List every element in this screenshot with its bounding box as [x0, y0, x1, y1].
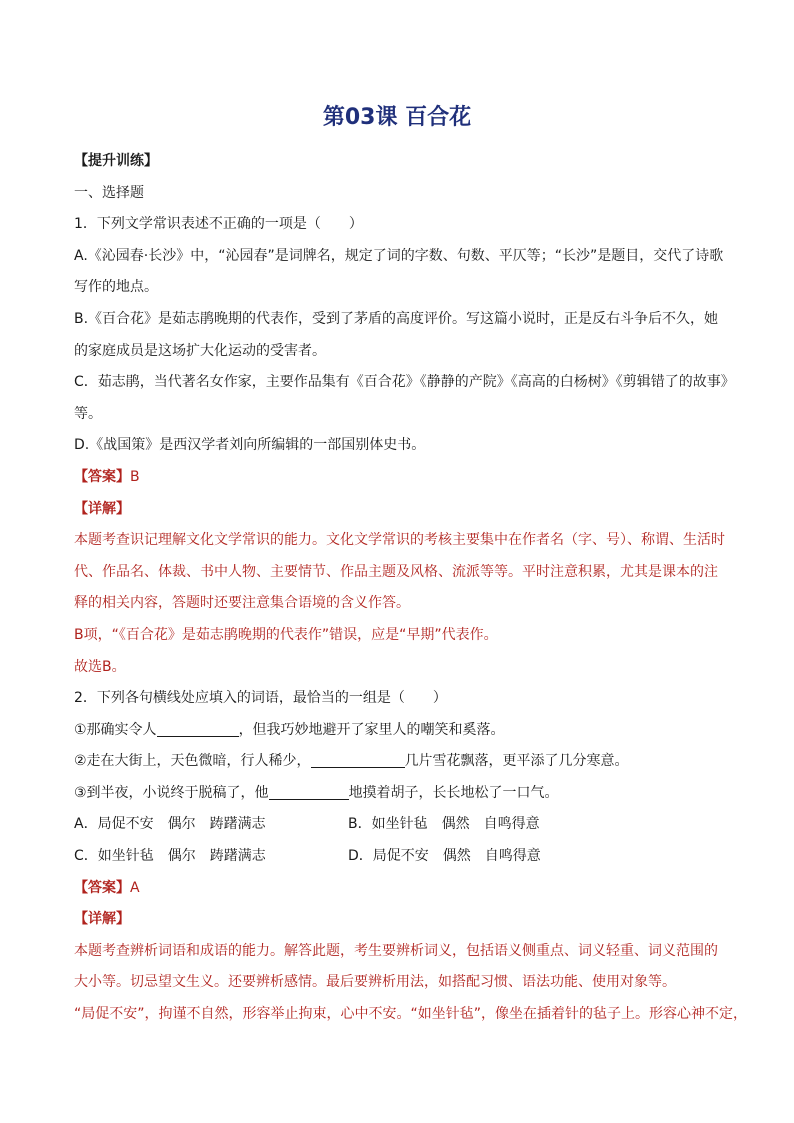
section-heading: 一、选择题: [74, 184, 144, 201]
q1-detail-label: 【详解】: [74, 500, 130, 517]
q2-s3-pre: ③到半夜，小说终于脱稿了，他: [74, 784, 269, 801]
q1-detail-line3: 释的相关内容，答题时还要注意集合语境的含义作答。: [74, 595, 410, 612]
q2-s1-post: ，但我巧妙地避开了家里人的嘲笑和奚落。: [238, 721, 505, 738]
q2-options-row-1: [74, 809, 724, 841]
q2-answer: [74, 873, 724, 905]
q1-option-a-line2: 写作的地点。: [74, 279, 158, 296]
q1-detail-line1: 本题考查识记理解文化文学常识的能力。文化文学常识的考核主要集中在作者名（字、号）、称谓、生活时: [74, 532, 725, 549]
q1-detail-line4: B项，“《百合花》是茹志鹃晚期的代表作”错误，应是“早期”代表作。: [74, 626, 498, 643]
q2-option-c: C．如坐针毡 偶尔 踌躇满志: [74, 848, 266, 865]
q1-stem: 1．下列文学常识表述不正确的一项是（ ）: [74, 216, 363, 233]
q2-detail-line3: “局促不安”，拘谨不自然，形容举止拘束，心中不安。“如坐针毡”，像坐在插着针的毡子上。形容心神不定，: [74, 1006, 748, 1023]
q1-answer-label: 【答案】: [74, 468, 130, 485]
q2-s2-pre: ②走在大街上，天色微暗，行人稀少，: [74, 753, 311, 770]
q1-detail-line2: 代、作品名、体裁、书中人物、主要情节、作品主题及风格、流派等等。平时注意积累，尤其是课本的注: [74, 563, 718, 580]
fill-blank-2: [311, 751, 405, 768]
q2-s2-post: 几片雪花飘落，更平添了几分寒意。: [404, 753, 629, 770]
q2-s1-pre: ①那确实令人: [74, 721, 157, 738]
q2-sentence-1: [74, 715, 724, 747]
q1-option-b-line2: 的家庭成员是这场扩大化运动的受害者。: [74, 342, 326, 359]
q2-sentence-3: [74, 778, 724, 810]
q1-detail-line5: 故选B。: [74, 658, 126, 675]
q2-options-row-2: [74, 841, 724, 873]
section-tag: 【提升训练】: [74, 153, 158, 169]
q2-detail-line1: 本题考查辨析词语和成语的能力。解答此题，考生要辨析词义，包括语义侧重点、词义轻重、词义范围的: [74, 942, 718, 959]
document-body: [74, 146, 748, 1031]
q2-option-b: B．如坐针毡 偶然 自鸣得意: [348, 816, 540, 833]
q1-option-d: D.《战国策》是西汉学者刘向所编辑的一部国别体史书。: [74, 437, 426, 454]
q1-option-a-line1: A.《沁园春·长沙》中，“沁园春”是词牌名，规定了词的字数、句数、平仄等；“长沙”是题目，交代了诗歌: [74, 247, 724, 264]
q1-option-c-line1: C．茹志鹃，当代著名女作家，主要作品集有《百合花》《静静的产院》《高高的白杨树》《剪辑错了的故事》: [74, 374, 735, 391]
q2-stem: 2．下列各句横线处应填入的词语，最恰当的一组是（ ）: [74, 690, 447, 707]
q1-answer: [74, 462, 724, 494]
q2-sentence-2: [74, 746, 724, 778]
q1-answer-value: B: [130, 468, 140, 485]
page-title: 第03课 百合花: [322, 105, 472, 130]
q2-s3-post: 地摸着胡子，长长地松了一口气。: [348, 784, 559, 801]
fill-blank-3: [269, 783, 349, 800]
fill-blank-1: [157, 720, 239, 737]
q2-answer-label: 【答案】: [74, 879, 130, 896]
q2-detail-label: 【详解】: [74, 911, 130, 928]
q2-detail-line2: 大小等。切忌望文生义。还要辨析感情。最后要辨析用法，如搭配习惯、语法功能、使用对象等。: [74, 974, 676, 991]
q2-option-d: D．局促不安 偶然 自鸣得意: [348, 848, 541, 865]
q2-option-a: A．局促不安 偶尔 踌躇满志: [74, 816, 266, 833]
q1-option-b-line1: B.《百合花》是茹志鹃晚期的代表作，受到了茅盾的高度评价。写这篇小说时，正是反右斗争后不久，她: [74, 310, 719, 327]
q2-answer-value: A: [130, 879, 140, 896]
q1-option-c-line2: 等。: [74, 405, 102, 422]
